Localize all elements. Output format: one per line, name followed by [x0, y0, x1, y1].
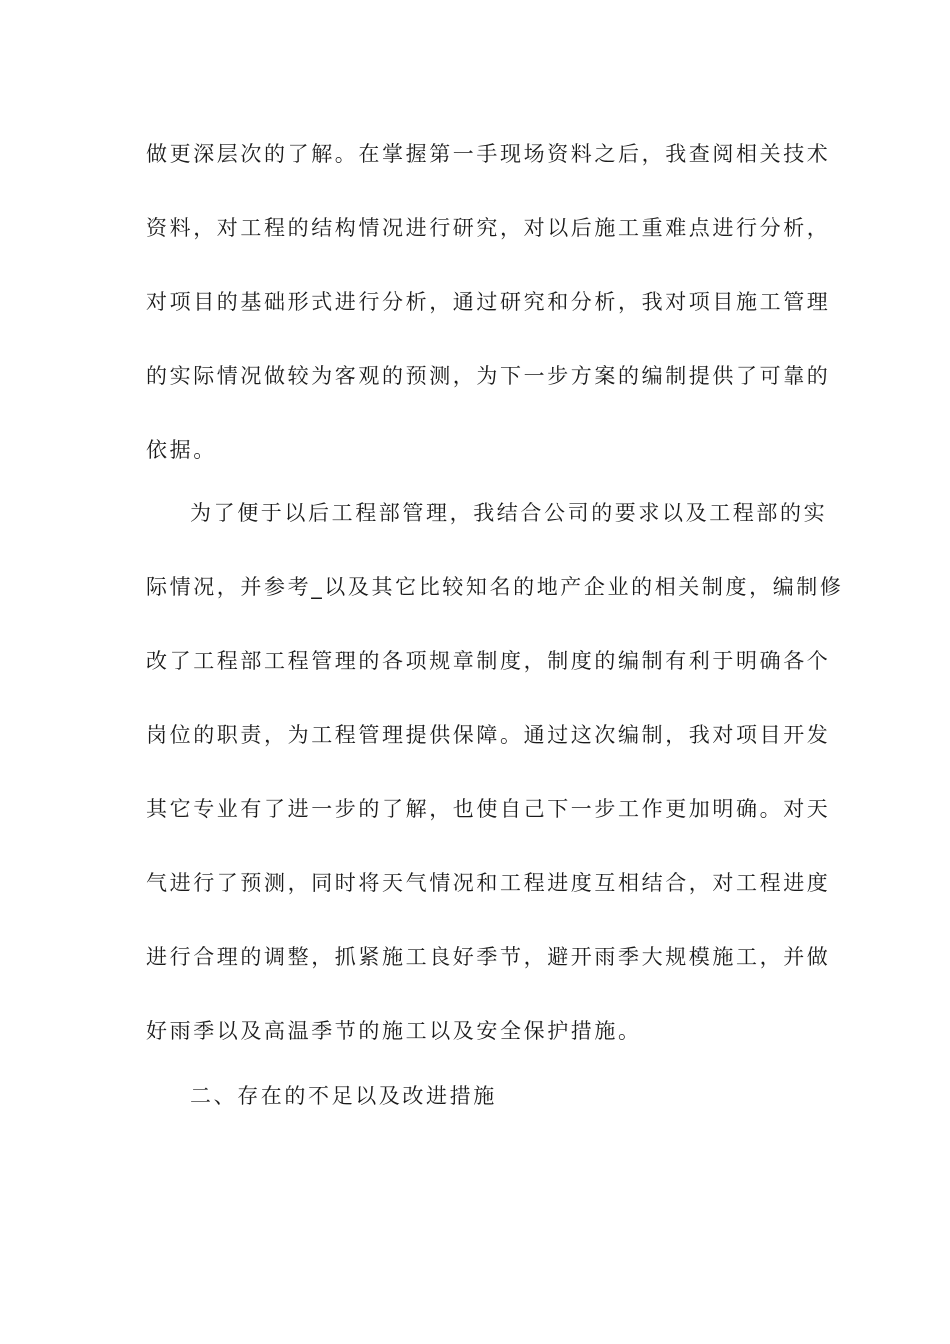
paragraph-line: 其它专业有了进一步的了解，也使自己下一步工作更加明确。对天	[146, 797, 831, 821]
section-heading: 二、存在的不足以及改进措施	[190, 1084, 497, 1108]
paragraph-line: 进行合理的调整，抓紧施工良好季节，避开雨季大规模施工，并做	[146, 945, 831, 969]
paragraph-line: 际情况，并参考_以及其它比较知名的地产企业的相关制度，编制修	[146, 575, 844, 599]
paragraph-line: 气进行了预测，同时将天气情况和工程进度互相结合，对工程进度	[146, 871, 831, 895]
paragraph-line: 对项目的基础形式进行分析，通过研究和分析，我对项目施工管理	[146, 290, 831, 314]
paragraph-line: 做更深层次的了解。在掌握第一手现场资料之后，我查阅相关技术	[146, 142, 831, 166]
paragraph-line: 资料，对工程的结构情况进行研究，对以后施工重难点进行分析，	[146, 216, 831, 240]
paragraph-line: 为了便于以后工程部管理，我结合公司的要求以及工程部的实	[190, 501, 828, 525]
paragraph-line: 岗位的职责，为工程管理提供保障。通过这次编制，我对项目开发	[146, 723, 831, 747]
paragraph-line: 依据。	[146, 438, 217, 462]
paragraph-line: 的实际情况做较为客观的预测，为下一步方案的编制提供了可靠的	[146, 364, 831, 388]
paragraph-line: 改了工程部工程管理的各项规章制度，制度的编制有利于明确各个	[146, 649, 831, 673]
paragraph-line: 好雨季以及高温季节的施工以及安全保护措施。	[146, 1019, 642, 1043]
